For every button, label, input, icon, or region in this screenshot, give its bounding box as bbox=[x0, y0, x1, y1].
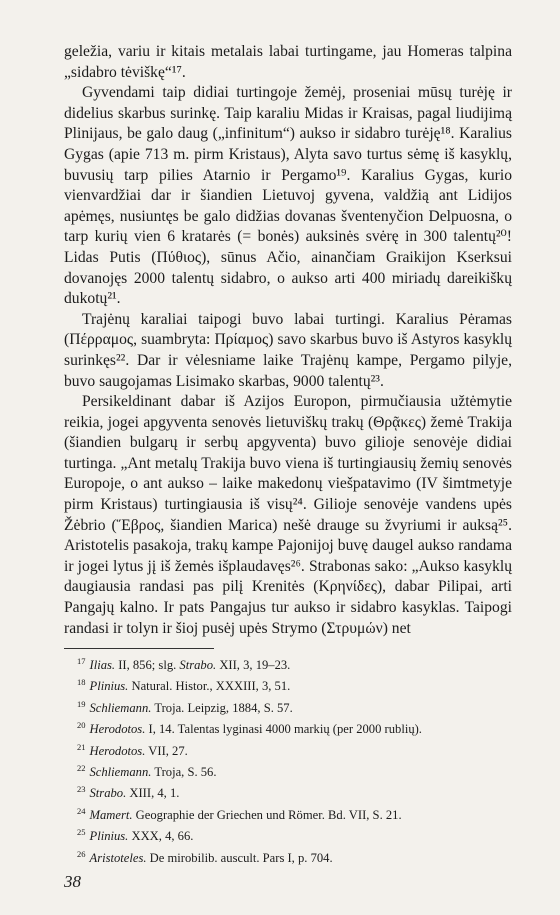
footnote-text: Natural. Histor., XXXIII, 3, 51. bbox=[128, 679, 291, 694]
footnote-text: XIII, 4, 1. bbox=[126, 786, 180, 801]
footnote-author-2: Strabo. bbox=[179, 658, 217, 673]
paragraph-1: geležia, variu ir kitais metalais labai turtingame, jau Homeras talpina „sidabro tėviškę“¹⁷. bbox=[64, 43, 512, 81]
footnote bbox=[77, 696, 497, 717]
footnote-author: Plinius. bbox=[89, 829, 129, 844]
footnote-number: 21 bbox=[77, 741, 86, 752]
footnote-number: 23 bbox=[77, 784, 86, 795]
footnote-number: 26 bbox=[77, 848, 86, 859]
footnote-author: Schliemann. bbox=[89, 700, 152, 715]
paragraph-2: Gyvendami taip didiai turtingoje žemėj, proseniai mūsų turėję ir didelius skarbus surinkę. Taip karaliu Midas ir Kraisas, pagal liudijimą Plinijaus, be galo daug („infinitum“) aukso ir sidabro turėję¹⁸. Karalius Gygas (apie 713 m. pirm Kristaus), Alyta savo turtus sėmę iš kasyklų, buvusių tarp pilies Atarnio ir Pergamo¹⁹. Karalius Gygas, kurio vienvardžiai dar ir šiandien Lietuvoj gyvena, valdžią ant Lidijos apėmęs, nusiuntęs be galo didžias dovanas šventenyčion Delpuosna, o tarp kurių vien 6 kratarės (= bonės) auksinės svėrę in 300 talentų²⁰! Lidas Putis (Πύθιος), sūnus Ačio, ainančiam Graikijon Kserksui dovanojęs 2000 talentų sidabro, o aukso arti 400 miriadų dareikiškų dukotų²¹. bbox=[64, 84, 512, 308]
footnote-number: 24 bbox=[77, 805, 86, 816]
footnote-author: Aristoteles. bbox=[89, 850, 147, 865]
footnote-text: VII, 27. bbox=[145, 743, 188, 758]
footnote-text: Troja. Leipzig, 1884, S. 57. bbox=[151, 700, 293, 715]
footnote-number: 22 bbox=[77, 762, 86, 773]
footnote-text: XXX, 4, 66. bbox=[128, 829, 194, 844]
footnote bbox=[77, 846, 497, 867]
page-number: 38 bbox=[64, 872, 81, 891]
footnote-text: Geographie der Griechen und Römer. Bd. VII, S. 21. bbox=[132, 807, 402, 822]
footnote-text: De mirobilib. auscult. Pars I, p. 704. bbox=[146, 850, 333, 865]
footnote-text: II, 856; slg. bbox=[115, 658, 180, 673]
footnote bbox=[77, 739, 497, 760]
footnote-number: 18 bbox=[77, 677, 86, 688]
footnote bbox=[77, 824, 497, 845]
footnote-number: 20 bbox=[77, 720, 86, 731]
footnote bbox=[77, 760, 497, 781]
footnote-number: 17 bbox=[77, 656, 86, 666]
footnote-number: 25 bbox=[77, 827, 86, 838]
footnote bbox=[77, 803, 497, 824]
paragraph-4: Persikeldinant dabar iš Azijos Europon, pirmučiausia užtėmytie reikia, jogei apgyventa senovės lietuviškų trakų (Θρᾷκες) žemė Trakija (šiandien bulgarų ir serbų apgyventa) buvo gilioje senovėje didiai turtinga. „Ant metalų Trakija buvo viena iš turtingiausių žemių senovės Europoje, o ant aukso – laike makedonų viešpatavimo (IV šimtmetyje pirm Kristaus) turtingiausia iš visų²⁴. Gilioje senovėje vandens upės Žėbrio (Ἕβρος, šiandien Marica) nešė drauge su žvyriumi ir auksą²⁵. Aristotelis pasakoja, trakų kampe Pajonijoj buvę daugel aukso randama ir jogei lytus jį iš žemės išplaudavęs²⁶. Strabonas sako: „Aukso kasyklų daugiausia randasi pas pilį Krenitės (Κρηνίδες), dabar Pilipai, arti Pangajų kalno. Ir pats Pangajus tur aukso ir sidabro kasyklas. Taipogi randasi ir tolyn ir šioj pusėj upės Strymo (Στρυμών) net bbox=[64, 393, 512, 637]
footnote bbox=[77, 781, 497, 802]
footnote-divider bbox=[64, 648, 214, 649]
footnote bbox=[77, 674, 497, 695]
footnote-number: 19 bbox=[77, 698, 86, 709]
footnote-text: I, 14. Talentas lyginasi 4000 markių (per 2000 rublių). bbox=[145, 722, 422, 737]
footnote-author: Mamert. bbox=[89, 807, 133, 822]
footnote bbox=[77, 653, 497, 674]
footnote bbox=[77, 717, 497, 738]
footnote-text: Troja, S. 56. bbox=[151, 765, 217, 780]
footnote-author: Herodotos. bbox=[89, 722, 146, 737]
footnotes bbox=[77, 653, 497, 867]
footnote-author: Plinius. bbox=[89, 679, 129, 694]
footnote-text-2: XII, 3, 19–23. bbox=[216, 658, 291, 673]
footnote-author: Herodotos. bbox=[89, 743, 146, 758]
paragraph-3: Trajėnų karaliai taipogi buvo labai turtingi. Karalius Pėramas (Πέρραμος, suambryta: Πρίαμος) savo skarbus buvo iš Astyros kasyklų surinkęs²². Dar ir vėlesniame laike Trajėnų kampe, Pergamo pilyje, buvo saugojamas Lisimako skarbas, 9000 talentų²³. bbox=[64, 310, 512, 390]
body-text bbox=[64, 42, 512, 639]
footnote-author: Strabo. bbox=[89, 786, 127, 801]
footnote-author: Schliemann. bbox=[89, 765, 152, 780]
footnote-author: Ilias. bbox=[89, 658, 116, 673]
